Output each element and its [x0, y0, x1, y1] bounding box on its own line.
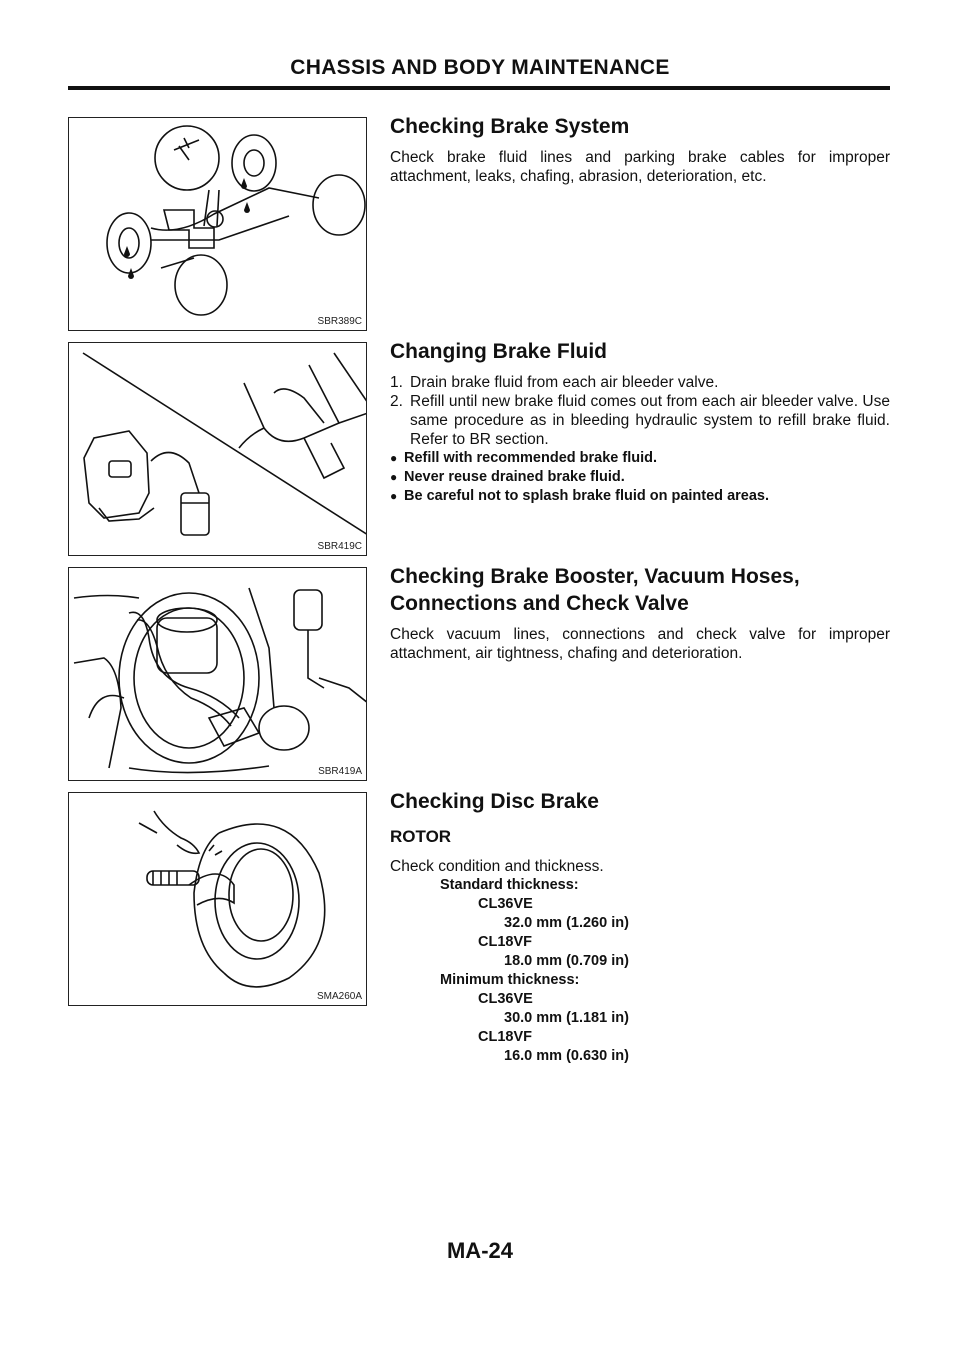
figure-fluid-bleeding: [68, 342, 367, 556]
spec-value: 30.0 mm (1.181 in): [504, 1010, 629, 1026]
bullet-icon: ●: [390, 470, 398, 484]
figure-code: SBR419C: [317, 541, 362, 552]
section-body: Check vacuum lines, connections and check valve for improper attachment, air tightness, chafing and deterioration.: [390, 626, 890, 662]
section-title: Checking Disc Brake: [390, 790, 599, 813]
step-item: [390, 373, 890, 392]
caution-item: [390, 449, 890, 468]
figure-disc-rotor: [68, 792, 367, 1006]
spec-model: CL18VF: [478, 934, 532, 950]
minimum-thickness-label: Minimum thickness:: [440, 972, 580, 988]
page-header-title: CHASSIS AND BODY MAINTENANCE: [290, 56, 670, 79]
caution-text: Be careful not to splash brake fluid on painted areas.: [404, 488, 769, 504]
subheading-rotor: ROTOR: [390, 827, 452, 846]
spec-value: 18.0 mm (0.709 in): [504, 953, 629, 969]
section-checking-brake-system: [390, 113, 890, 186]
step-item: [390, 392, 890, 449]
section-checking-brake-booster: [390, 563, 890, 663]
section-title-line-2: Connections and Check Valve: [390, 592, 689, 615]
spec-model: CL18VF: [478, 1029, 532, 1045]
disc-rotor-illustration: [69, 793, 367, 1006]
caution-text: Never reuse drained brake fluid.: [404, 469, 625, 485]
spec-value: 16.0 mm (0.630 in): [504, 1048, 629, 1064]
brake-lines-illustration: [69, 118, 367, 331]
spec-model: CL36VE: [478, 991, 533, 1007]
section-body: Check condition and thickness.: [390, 858, 604, 875]
standard-thickness-label: Standard thickness:: [440, 877, 579, 893]
section-title: [390, 563, 890, 617]
spec-value: 32.0 mm (1.260 in): [504, 915, 629, 931]
step-number: 2.: [390, 393, 403, 410]
brake-booster-illustration: [69, 568, 367, 781]
figure-code: SBR389C: [317, 316, 362, 327]
section-changing-brake-fluid: [390, 338, 890, 506]
figure-code: SBR419A: [318, 766, 362, 777]
section-title-line-1: Checking Brake Booster, Vacuum Hoses,: [390, 565, 800, 588]
bullet-icon: ●: [390, 489, 398, 503]
step-text: Drain brake fluid from each air bleeder valve.: [410, 374, 719, 391]
page-number: MA-24: [446, 1238, 513, 1263]
figure-brake-lines: [68, 117, 367, 331]
section-title: Changing Brake Fluid: [390, 340, 608, 363]
step-text: Refill until new brake fluid comes out from each air bleeder valve. Use same procedure as in bleeding hydraulic system to refill brake fluid. Refer to BR section.: [410, 393, 890, 448]
step-number: 1.: [390, 374, 403, 391]
figure-code: SMA260A: [316, 991, 362, 1002]
caution-item: [390, 468, 890, 487]
caution-text: Refill with recommended brake fluid.: [404, 450, 657, 466]
section-checking-disc-brake: [390, 788, 890, 1066]
caution-item: [390, 487, 890, 506]
header-rule: [68, 86, 890, 90]
bullet-icon: ●: [390, 451, 398, 465]
figure-brake-booster: [68, 567, 367, 781]
section-body: Check brake fluid lines and parking brake cables for improper attachment, leaks, chafing, abrasion, deterioration, etc.: [390, 149, 890, 185]
section-title: Checking Brake System: [390, 115, 630, 138]
fluid-bleeding-illustration: [69, 343, 367, 556]
spec-model: CL36VE: [478, 896, 533, 912]
